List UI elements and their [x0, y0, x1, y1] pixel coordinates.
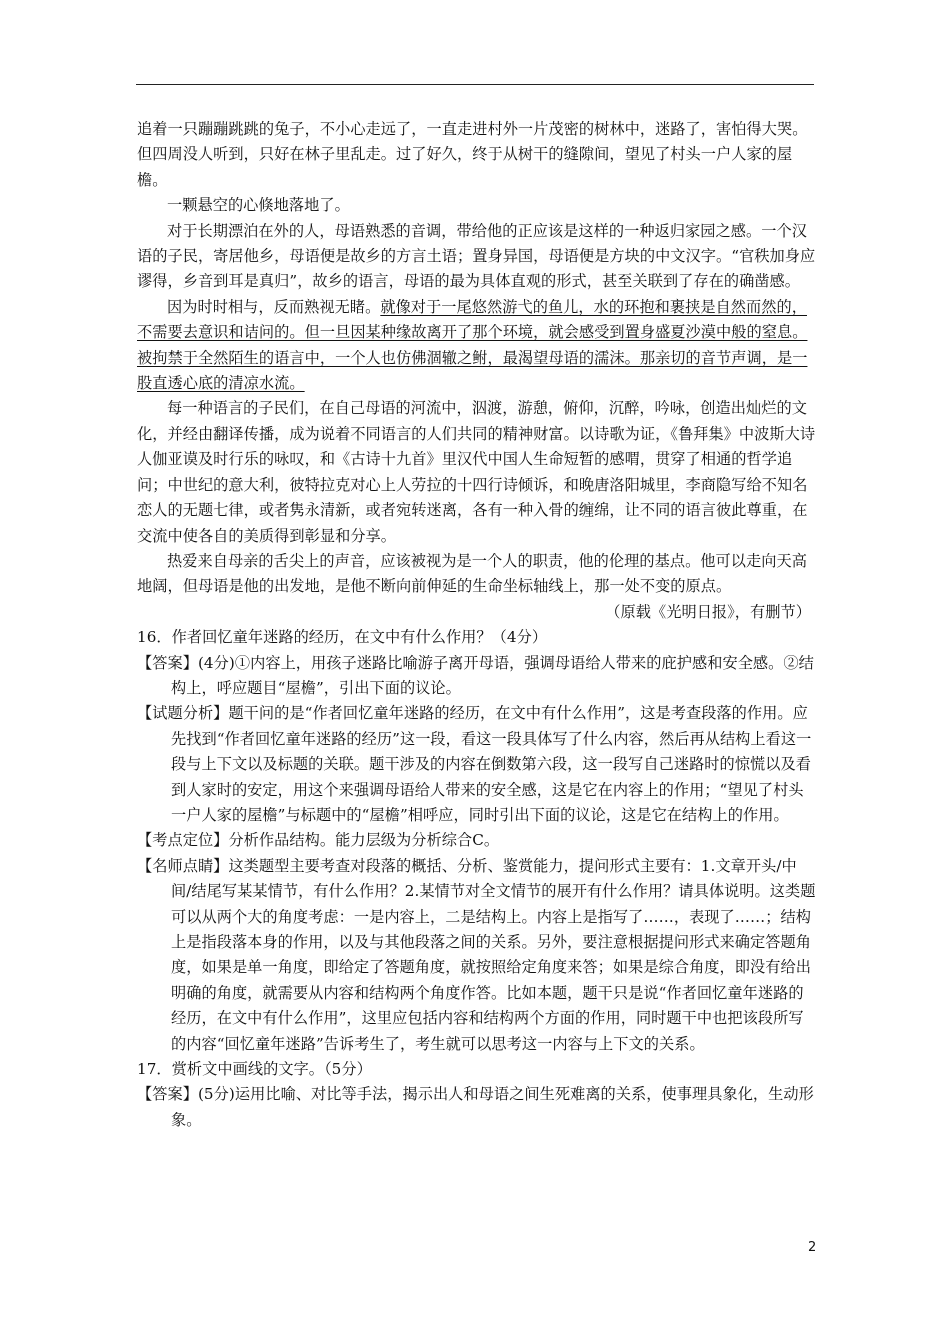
passage-paragraph-1: 追着一只蹦蹦跳跳的兔子，不小心走远了，一直走进村外一片茂密的树林中，迷路了，害怕得大哭。但四周没人听到，只好在林子里乱走。过了好久，终于从树干的缝隙间，望见了村头一户人家的屋檐。	[137, 120, 808, 189]
passage-paragraph-3: 对于长期漂泊在外的人，母语熟悉的音调，带给他的正应该是这样的一种返归家园之感。一个汉语的子民，寄居他乡，母语便是故乡的方言土语；置身异国，母语便是方块的中文汉字。“官秩加身应谬得，乡音到耳是真归”，故乡的语言，母语的最为具体直观的形式，甚至关联到了存在的确凿感。	[137, 221, 816, 291]
source-citation: （原载《光明日报》，有删节）	[605, 602, 811, 621]
question-16: 16．作者回忆童年迷路的经历，在文中有什么作用？（4分）	[137, 628, 548, 647]
kaodian-label: 【考点定位】	[137, 831, 229, 850]
answer-text: (4分)①内容上，用孩子迷路比喻游子离开母语，强调母语给人带来的庇护感和安全感。②结构上，呼应题目“屋檐”，引出下面的议论。	[171, 653, 814, 697]
q16-answer	[137, 651, 817, 702]
question-17: 17．赏析文中画线的文字。（5分）	[137, 1060, 372, 1079]
paragraph-4-lead: 因为时时相与，反而熟视无睹。	[167, 297, 381, 316]
passage-paragraph-6: 热爱来自母亲的舌尖上的声音，应该被视为是一个人的职责，他的伦理的基点。他可以走向天高地阔，但母语是他的出发地，是他不断向前伸延的生命坐标轴线上，那一处不变的原点。	[137, 551, 807, 596]
answer-text: (5分)运用比喻、对比等手法，揭示出人和母语之间生死难离的关系，使事理具象化，生动形象。	[171, 1085, 814, 1129]
q16-tips	[137, 854, 817, 1057]
document-body	[137, 117, 817, 1133]
kaodian-text: 分析作品结构。能力层级为分析综合C。	[228, 831, 500, 850]
underlined-passage: 就像对于一尾悠然游弋的鱼儿，水的环抱和裹挟是自然而然的，不需要去意识和诘问的。但一旦因某种缘故离开了那个环境，就会感受到置身盛夏沙漠中般的窒息。被拘禁于全然陌生的语言中，一个人也仿佛涸辙之鲋，最渴望母语的濡沫。那亲切的音节声调，是一股直透心底的清凉水流。	[137, 297, 808, 393]
page-number: 2	[808, 1240, 817, 1255]
header-rule	[136, 84, 814, 85]
tips-text: 这类题型主要考查对段落的概括、分析、鉴赏能力，提问形式主要有：1.文章开头/中间/结尾写某某情节，有什么作用？2.某情节对全文情节的展开有什么作用？请具体说明。这类题可以从两个大的角度考虑：一是内容上，二是结构上。内容上是指写了……，表现了……；结构上是指段落本身的作用，以及与其他段落之间的关系。另外，要注意根据提问形式来确定答题角度，如果是单一角度，即给定了答题角度，就按照给定角度来答；如果是综合角度，即没有给出明确的角度，就需要从内容和结构两个角度作答。比如本题，题干只是说“作者回忆童年迷路的经历，在文中有什么作用”，这里应包括内容和结构两个方面的作用，同时题干中也把该段所写的内容“回忆童年迷路”告诉考生了，考生就可以思考这一内容与上下文的关系。	[171, 856, 816, 1053]
answer-label: 【答案】	[137, 1085, 198, 1104]
q16-analysis	[137, 701, 817, 828]
analysis-label: 【试题分析】	[137, 704, 229, 723]
q16-kaodian	[137, 828, 817, 853]
passage-paragraph-4	[137, 295, 817, 397]
answer-label: 【答案】	[137, 653, 198, 672]
q17-answer	[137, 1082, 817, 1133]
analysis-text: 题干问的是“作者回忆童年迷路的经历，在文中有什么作用”，这是考查段落的作用。应先找到“作者回忆童年迷路的经历”这一段，看这一段具体写了什么内容，然后再从结构上看这一段与上下文以及标题的关联。题干涉及的内容在倒数第六段，这一段写自己迷路时的惊慌以及看到人家时的安定，用这个来强调母语给人带来的安全感，这是它在内容上的作用；“望见了村头一户人家的屋檐”与标题中的“屋檐”相呼应，同时引出下面的议论，这是它在结构上的作用。	[171, 704, 812, 824]
passage-paragraph-5: 每一种语言的子民们，在自己母语的河流中，泅渡，游憩，俯仰，沉醉，吟咏，创造出灿烂的文化，并经由翻译传播，成为说着不同语言的人们共同的精神财富。以诗歌为证，《鲁拜集》中波斯大诗人伽亚谟及时行乐的咏叹，和《古诗十九首》里汉代中国人生命短暂的感喟，贯穿了相通的哲学追问；中世纪的意大利，彼特拉克对心上人劳拉的十四行诗倾诉，和晚唐洛阳城里，李商隐写给不知名恋人的无题七律，或者隽永清新，或者宛转迷离，各有一种入骨的缠绵，让不同的语言彼此尊重，在交流中使各自的美质得到彰显和分享。	[137, 399, 816, 545]
passage-paragraph-2: 一颗悬空的心倏地落地了。	[167, 196, 350, 215]
tips-label: 【名师点睛】	[137, 856, 229, 875]
